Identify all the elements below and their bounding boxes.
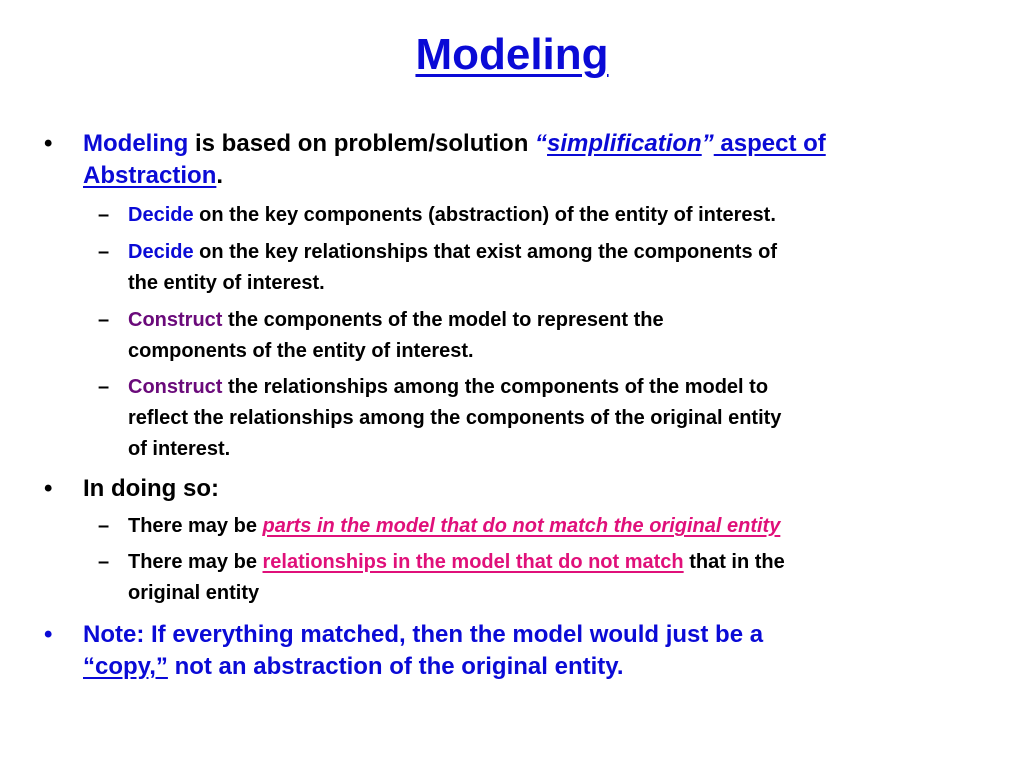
bullet-text [83, 619, 983, 683]
sub-bullet-marker: – [98, 551, 110, 573]
bullet-period: . [216, 162, 224, 189]
slide-title: Modeling [415, 30, 609, 79]
open-quote: “ [535, 130, 548, 157]
sub-bullet-rest-line2: components of the entity of interest. [128, 340, 474, 362]
bullet-text [83, 128, 983, 192]
sub-bullet-text [128, 511, 978, 542]
verb-decide: Decide [128, 241, 194, 263]
bullet-marker: • [44, 475, 53, 502]
sub-bullet-text [128, 547, 978, 609]
term-copy[interactable]: “copy,” [83, 653, 168, 680]
term-modeling: Modeling [83, 130, 189, 157]
sub-bullet-marker: – [98, 204, 110, 226]
sub-bullet-rest: on the key relationships that exist among the components of [193, 241, 778, 263]
sub-bullet-prefix: There may be [128, 515, 263, 537]
term-simplification[interactable]: simplification [547, 130, 702, 157]
sub-bullet-suffix: that in the [683, 551, 785, 573]
sub-bullet-marker: – [98, 515, 110, 537]
bullet-marker: • [44, 621, 53, 648]
sub-bullet-text [128, 305, 978, 367]
sub-bullet-marker: – [98, 376, 110, 398]
sub-bullet-rest-line2: the entity of interest. [128, 272, 325, 294]
highlight-parts-mismatch[interactable]: parts in the model that do not match the original entity [262, 515, 781, 537]
bullet-text-part: is based on problem/solution [188, 130, 536, 157]
note-line1: Note: If everything matched, then the model would just be a [83, 621, 764, 648]
verb-construct: Construct [128, 376, 223, 398]
term-aspect-of[interactable]: aspect of [713, 130, 826, 157]
sub-bullet-line2: original entity [128, 582, 260, 604]
sub-bullet-rest-line2: reflect the relationships among the components of the original entity [128, 407, 782, 429]
sub-bullet-rest: the components of the model to represent the [222, 309, 664, 331]
verb-decide: Decide [128, 204, 194, 226]
sub-bullet-rest-line3: of interest. [128, 438, 231, 460]
term-abstraction[interactable]: Abstraction [83, 162, 217, 189]
sub-bullet-text [128, 200, 978, 231]
sub-bullet-rest: on the key components (abstraction) of the entity of interest. [193, 204, 776, 226]
bullet-text: In doing so: [83, 475, 219, 502]
highlight-relationships-mismatch[interactable]: relationships in the model that do not match [262, 551, 684, 573]
sub-bullet-prefix: There may be [128, 551, 263, 573]
sub-bullet-marker: – [98, 309, 110, 331]
sub-bullet-marker: – [98, 241, 110, 263]
sub-bullet-text [128, 372, 978, 465]
bullet-marker: • [44, 130, 53, 157]
close-quote: ” [701, 130, 714, 157]
sub-bullet-text [128, 237, 978, 299]
note-line2-rest: not an abstraction of the original entity. [167, 653, 624, 680]
verb-construct: Construct [128, 309, 223, 331]
sub-bullet-rest: the relationships among the components of the model to [222, 376, 769, 398]
